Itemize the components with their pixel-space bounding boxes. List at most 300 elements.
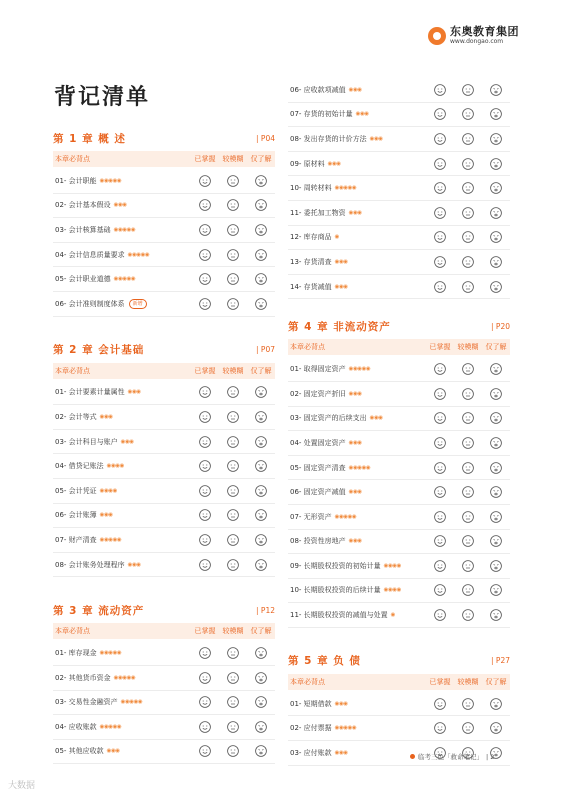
- item-label: 05- 会计职业道德: [55, 275, 111, 284]
- item-label: 03- 固定资产的后续支出: [290, 414, 367, 423]
- brand-logo: [428, 26, 519, 46]
- mastered-face-icon[interactable]: [426, 231, 454, 243]
- mastered-face-icon[interactable]: [191, 436, 219, 448]
- familiar-face-icon[interactable]: [482, 207, 510, 219]
- item-label: 07- 无形资产: [290, 512, 332, 521]
- checklist-row: [53, 454, 275, 479]
- item-label: 01- 短期借款: [290, 699, 332, 708]
- mastered-face-icon[interactable]: [426, 462, 454, 474]
- fuzzy-face-icon[interactable]: [454, 609, 482, 621]
- item-label: 02- 应付票据: [290, 724, 332, 733]
- column-header-mastered: 已掌握: [194, 366, 216, 375]
- topic-header: 本章必背点: [290, 677, 325, 686]
- fuzzy-face-icon[interactable]: [454, 486, 482, 498]
- checklist-row: [288, 78, 510, 103]
- familiar-face-icon[interactable]: [482, 535, 510, 547]
- importance-bells-icon: ◉◉◉: [127, 561, 141, 568]
- column-header-familiar: 仅了解: [485, 677, 507, 686]
- importance-bells-icon: ◉◉◉◉◉: [348, 464, 371, 471]
- column-header-fuzzy: 较模糊: [457, 343, 479, 352]
- table-header: [53, 623, 275, 639]
- importance-bells-icon: ◉◉◉◉◉: [334, 725, 357, 732]
- fuzzy-face-icon[interactable]: [219, 721, 247, 733]
- checklist-row: [288, 201, 510, 226]
- familiar-face-icon[interactable]: [482, 584, 510, 596]
- importance-bells-icon: ◉◉◉◉◉: [334, 185, 357, 192]
- item-label: 05- 固定资产清查: [290, 463, 346, 472]
- fuzzy-face-icon[interactable]: [219, 485, 247, 497]
- column-header-familiar: 仅了解: [485, 343, 507, 352]
- checklist-row: [288, 152, 510, 177]
- mastered-face-icon[interactable]: [191, 224, 219, 236]
- familiar-face-icon[interactable]: [247, 721, 275, 733]
- importance-bells-icon: ◉◉◉: [334, 700, 348, 707]
- mastered-face-icon[interactable]: [426, 158, 454, 170]
- item-label: 02- 其他货币资金: [55, 673, 111, 682]
- checklist-row: [53, 243, 275, 268]
- fuzzy-face-icon[interactable]: [219, 509, 247, 521]
- familiar-face-icon[interactable]: [482, 231, 510, 243]
- familiar-face-icon[interactable]: [482, 108, 510, 120]
- item-label: 06- 应收款项减值: [290, 85, 346, 94]
- mastered-face-icon[interactable]: [426, 535, 454, 547]
- mastered-face-icon[interactable]: [426, 412, 454, 424]
- familiar-face-icon[interactable]: [247, 460, 275, 472]
- chapter-title: 第 5 章 负 债: [288, 655, 361, 668]
- importance-bells-icon: ◉◉◉◉◉: [99, 536, 122, 543]
- page-footer: [410, 752, 494, 761]
- familiar-face-icon[interactable]: [482, 412, 510, 424]
- checklist-row: [53, 267, 275, 292]
- brand-mark-icon: [428, 27, 446, 45]
- mastered-face-icon[interactable]: [426, 722, 454, 734]
- mastered-face-icon[interactable]: [191, 485, 219, 497]
- mastered-face-icon[interactable]: [426, 388, 454, 400]
- familiar-face-icon[interactable]: [482, 560, 510, 572]
- column-header-mastered: 已掌握: [194, 627, 216, 636]
- importance-bells-icon: ◉◉◉: [127, 389, 141, 396]
- mastered-face-icon[interactable]: [426, 437, 454, 449]
- checklist-row: [53, 292, 275, 317]
- mastered-face-icon[interactable]: [191, 534, 219, 546]
- fuzzy-face-icon[interactable]: [454, 207, 482, 219]
- checklist-row: [288, 431, 510, 456]
- item-label: 09- 原材料: [290, 159, 325, 168]
- fuzzy-face-icon[interactable]: [219, 411, 247, 423]
- fuzzy-face-icon[interactable]: [454, 722, 482, 734]
- familiar-face-icon[interactable]: [482, 388, 510, 400]
- item-label: 08- 投资性房地产: [290, 537, 346, 546]
- mastered-face-icon[interactable]: [191, 298, 219, 310]
- importance-bells-icon: ◉◉◉◉: [99, 487, 117, 494]
- chapter-page-ref: | P12: [256, 605, 275, 615]
- fuzzy-face-icon[interactable]: [454, 84, 482, 96]
- chapter-heading: [53, 337, 275, 363]
- familiar-face-icon[interactable]: [247, 534, 275, 546]
- item-label: 02- 会计等式: [55, 412, 97, 421]
- column-header-familiar: 仅了解: [250, 366, 272, 375]
- checklist-row: [53, 169, 275, 194]
- column-header-fuzzy: 较模糊: [457, 677, 479, 686]
- topic-header: 本章必背点: [290, 343, 325, 352]
- checklist-row: [53, 430, 275, 455]
- footer-page-number: | 2: [486, 752, 495, 761]
- fuzzy-face-icon[interactable]: [454, 511, 482, 523]
- chapter-title: 第 4 章 非流动资产: [288, 320, 391, 333]
- chapter-page-ref: | P04: [256, 133, 275, 143]
- importance-bells-icon: ◉◉◉: [369, 415, 383, 422]
- chapter-heading: [53, 597, 275, 623]
- mastered-face-icon[interactable]: [426, 207, 454, 219]
- column-header-fuzzy: 较模糊: [222, 366, 244, 375]
- checklist-row: [288, 692, 510, 717]
- item-label: 04- 应收账款: [55, 722, 97, 731]
- mastered-face-icon[interactable]: [191, 175, 219, 187]
- item-label: 14- 存货减值: [290, 282, 332, 291]
- chapter-section: [53, 125, 275, 317]
- mastered-face-icon[interactable]: [426, 84, 454, 96]
- mastered-face-icon[interactable]: [426, 363, 454, 375]
- mastered-face-icon[interactable]: [191, 249, 219, 261]
- importance-bells-icon: ◉◉◉: [113, 202, 127, 209]
- importance-bells-icon: ◉◉◉: [348, 489, 362, 496]
- fuzzy-face-icon[interactable]: [219, 273, 247, 285]
- checklist-row: [288, 603, 510, 628]
- fuzzy-face-icon[interactable]: [219, 224, 247, 236]
- familiar-face-icon[interactable]: [247, 696, 275, 708]
- checklist-row: [288, 456, 510, 481]
- topic-header: 本章必背点: [55, 155, 90, 163]
- fuzzy-face-icon[interactable]: [454, 363, 482, 375]
- column-header-mastered: 已掌握: [429, 343, 451, 352]
- familiar-face-icon[interactable]: [247, 745, 275, 757]
- mastered-face-icon[interactable]: [191, 745, 219, 757]
- fuzzy-face-icon[interactable]: [454, 437, 482, 449]
- item-label: 10- 长期股权投资的后续计量: [290, 586, 381, 595]
- mastered-face-icon[interactable]: [191, 386, 219, 398]
- table-header: [288, 339, 510, 355]
- familiar-face-icon[interactable]: [247, 224, 275, 236]
- chapter-heading: [288, 313, 510, 339]
- corner-watermark: 大数据: [8, 781, 36, 791]
- checklist-row: [53, 504, 275, 529]
- item-label: 03- 应付账款: [290, 748, 332, 757]
- familiar-face-icon[interactable]: [247, 559, 275, 571]
- fuzzy-face-icon[interactable]: [219, 298, 247, 310]
- page-title: 背记清单: [54, 85, 151, 110]
- familiar-face-icon[interactable]: [482, 609, 510, 621]
- checklist-row: [288, 480, 510, 505]
- fuzzy-face-icon[interactable]: [454, 535, 482, 547]
- item-label: 05- 会计凭证: [55, 486, 97, 495]
- chapter-title: 第 1 章 概 述: [53, 132, 126, 145]
- familiar-face-icon[interactable]: [247, 436, 275, 448]
- item-label: 04- 借贷记账法: [55, 462, 104, 471]
- column-header-fuzzy: 较模糊: [222, 155, 244, 163]
- footer-text: 临考三色「救命笔记」: [418, 753, 483, 761]
- familiar-face-icon[interactable]: [247, 485, 275, 497]
- mastered-face-icon[interactable]: [191, 721, 219, 733]
- mastered-face-icon[interactable]: [426, 182, 454, 194]
- checklist-row: [53, 528, 275, 553]
- mastered-face-icon[interactable]: [191, 199, 219, 211]
- familiar-face-icon[interactable]: [482, 363, 510, 375]
- mastered-face-icon[interactable]: [191, 509, 219, 521]
- fuzzy-face-icon[interactable]: [219, 647, 247, 659]
- left-column: [53, 125, 275, 764]
- checklist-row: [288, 554, 510, 579]
- item-label: 09- 长期股权投资的初始计量: [290, 561, 381, 570]
- familiar-face-icon[interactable]: [482, 698, 510, 710]
- fuzzy-face-icon[interactable]: [219, 460, 247, 472]
- importance-bells-icon: ◉◉◉: [348, 538, 362, 545]
- column-header-familiar: 仅了解: [250, 155, 272, 163]
- importance-bells-icon: ◉◉◉◉◉: [113, 226, 136, 233]
- mastered-face-icon[interactable]: [426, 281, 454, 293]
- checklist-row: [288, 275, 510, 300]
- checklist-row: [288, 127, 510, 152]
- mastered-face-icon[interactable]: [191, 647, 219, 659]
- importance-bells-icon: ◉◉◉: [355, 111, 369, 118]
- fuzzy-face-icon[interactable]: [219, 175, 247, 187]
- mastered-face-icon[interactable]: [191, 411, 219, 423]
- checklist-row: [288, 407, 510, 432]
- familiar-face-icon[interactable]: [482, 511, 510, 523]
- item-label: 06- 会计准则制度体系: [55, 299, 125, 308]
- importance-bells-icon: ◉◉◉◉◉: [99, 723, 122, 730]
- importance-bells-icon: ◉◉◉◉: [383, 587, 401, 594]
- item-label: 03- 交易性金融资产: [55, 698, 118, 707]
- brand-name: 东奥教育集团: [450, 25, 519, 38]
- importance-bells-icon: ◉◉◉◉◉: [127, 251, 150, 258]
- chapter-section: [53, 597, 275, 764]
- column-header-familiar: 仅了解: [250, 627, 272, 636]
- checklist-row: [288, 226, 510, 251]
- fuzzy-face-icon[interactable]: [219, 559, 247, 571]
- fuzzy-face-icon[interactable]: [454, 133, 482, 145]
- mastered-face-icon[interactable]: [426, 486, 454, 498]
- item-label: 11- 委托加工物资: [290, 208, 346, 217]
- importance-bells-icon: ◉◉◉◉◉: [348, 366, 371, 373]
- item-label: 11- 长期股权投资的减值与处置: [290, 611, 388, 620]
- chapter-heading: [53, 125, 275, 151]
- item-label: 02- 固定资产折旧: [290, 389, 346, 398]
- importance-bells-icon: ◉◉◉: [120, 438, 134, 445]
- checklist-row: [53, 715, 275, 740]
- importance-bells-icon: ◉◉◉◉◉: [113, 674, 136, 681]
- fuzzy-face-icon[interactable]: [219, 745, 247, 757]
- importance-bells-icon: ◉◉◉: [99, 512, 113, 519]
- mastered-face-icon[interactable]: [426, 511, 454, 523]
- importance-bells-icon: ◉◉◉: [334, 258, 348, 265]
- chapter-page-ref: | P07: [256, 345, 275, 355]
- checklist-row: [288, 505, 510, 530]
- familiar-face-icon[interactable]: [482, 462, 510, 474]
- familiar-face-icon[interactable]: [482, 84, 510, 96]
- topic-header: 本章必背点: [55, 627, 90, 636]
- mastered-face-icon[interactable]: [426, 108, 454, 120]
- chapter-title: 第 2 章 会计基础: [53, 344, 145, 357]
- familiar-face-icon[interactable]: [247, 175, 275, 187]
- table-header: [53, 363, 275, 379]
- checklist-row: [53, 194, 275, 219]
- importance-bells-icon: ◉◉◉: [369, 135, 383, 142]
- item-label: 05- 其他应收款: [55, 747, 104, 756]
- familiar-face-icon[interactable]: [247, 249, 275, 261]
- item-label: 03- 会计科目与账户: [55, 437, 118, 446]
- fuzzy-face-icon[interactable]: [454, 388, 482, 400]
- fuzzy-face-icon[interactable]: [454, 231, 482, 243]
- fuzzy-face-icon[interactable]: [219, 672, 247, 684]
- item-label: 01- 会计职能: [55, 176, 97, 185]
- mastered-face-icon[interactable]: [426, 584, 454, 596]
- fuzzy-face-icon[interactable]: [454, 698, 482, 710]
- mastered-face-icon[interactable]: [191, 696, 219, 708]
- item-label: 02- 会计基本假设: [55, 201, 111, 210]
- checklist-row: [53, 218, 275, 243]
- fuzzy-face-icon[interactable]: [454, 158, 482, 170]
- item-label: 03- 会计核算基础: [55, 225, 111, 234]
- mastered-face-icon[interactable]: [426, 560, 454, 572]
- checklist-row: [53, 553, 275, 578]
- checklist-row: [53, 740, 275, 765]
- checklist-row: [53, 666, 275, 691]
- item-label: 01- 取得固定资产: [290, 365, 346, 374]
- chapter-title: 第 3 章 流动资产: [53, 604, 145, 617]
- familiar-face-icon[interactable]: [247, 273, 275, 285]
- checklist-row: [288, 250, 510, 275]
- footer-dot-icon: [410, 754, 415, 759]
- mastered-face-icon[interactable]: [191, 273, 219, 285]
- fuzzy-face-icon[interactable]: [219, 386, 247, 398]
- familiar-face-icon[interactable]: [482, 281, 510, 293]
- fuzzy-face-icon[interactable]: [219, 534, 247, 546]
- column-header-mastered: 已掌握: [194, 155, 216, 163]
- checklist-row: [288, 357, 510, 382]
- fuzzy-face-icon[interactable]: [219, 199, 247, 211]
- mastered-face-icon[interactable]: [191, 672, 219, 684]
- importance-bells-icon: ◉◉◉◉◉: [120, 699, 143, 706]
- importance-bells-icon: ◉◉◉◉: [383, 562, 401, 569]
- checklist-row: [53, 641, 275, 666]
- mastered-face-icon[interactable]: [191, 559, 219, 571]
- chapter-section: [288, 648, 510, 766]
- fuzzy-face-icon[interactable]: [454, 256, 482, 268]
- chapter-heading: [288, 648, 510, 674]
- fuzzy-face-icon[interactable]: [454, 108, 482, 120]
- item-label: 13- 存货清查: [290, 257, 332, 266]
- familiar-face-icon[interactable]: [247, 672, 275, 684]
- importance-bells-icon: ◉◉◉◉◉: [334, 513, 357, 520]
- mastered-face-icon[interactable]: [426, 256, 454, 268]
- new-badge: 新增: [129, 299, 147, 309]
- fuzzy-face-icon[interactable]: [219, 249, 247, 261]
- familiar-face-icon[interactable]: [482, 256, 510, 268]
- chapter-section: [288, 78, 510, 299]
- fuzzy-face-icon[interactable]: [219, 436, 247, 448]
- fuzzy-face-icon[interactable]: [454, 584, 482, 596]
- checklist-row: [53, 381, 275, 406]
- fuzzy-face-icon[interactable]: [454, 560, 482, 572]
- column-header-mastered: 已掌握: [429, 677, 451, 686]
- item-label: 12- 库存商品: [290, 233, 332, 242]
- mastered-face-icon[interactable]: [426, 609, 454, 621]
- importance-bells-icon: ◉◉◉: [99, 413, 113, 420]
- familiar-face-icon[interactable]: [482, 133, 510, 145]
- item-label: 01- 会计要素计量属性: [55, 388, 125, 397]
- item-label: 04- 会计信息质量要求: [55, 250, 125, 259]
- familiar-face-icon[interactable]: [482, 437, 510, 449]
- importance-bells-icon: ◉◉◉: [334, 283, 348, 290]
- familiar-face-icon[interactable]: [482, 182, 510, 194]
- importance-bells-icon: ◉◉◉: [348, 86, 362, 93]
- chapter-page-ref: | P27: [491, 656, 510, 666]
- familiar-face-icon[interactable]: [247, 386, 275, 398]
- item-label: 06- 固定资产减值: [290, 488, 346, 497]
- checklist-row: [53, 691, 275, 716]
- importance-bells-icon: ◉◉◉◉◉: [99, 177, 122, 184]
- fuzzy-face-icon[interactable]: [454, 182, 482, 194]
- table-header: [288, 674, 510, 690]
- fuzzy-face-icon[interactable]: [454, 462, 482, 474]
- item-label: 01- 库存现金: [55, 649, 97, 658]
- fuzzy-face-icon[interactable]: [219, 696, 247, 708]
- checklist-row: [288, 530, 510, 555]
- familiar-face-icon[interactable]: [247, 411, 275, 423]
- familiar-face-icon[interactable]: [482, 722, 510, 734]
- familiar-face-icon[interactable]: [482, 486, 510, 498]
- mastered-face-icon[interactable]: [426, 698, 454, 710]
- familiar-face-icon[interactable]: [247, 298, 275, 310]
- importance-bells-icon: ◉◉◉: [348, 390, 362, 397]
- mastered-face-icon[interactable]: [191, 460, 219, 472]
- item-label: 08- 会计账务处理程序: [55, 560, 125, 569]
- familiar-face-icon[interactable]: [247, 199, 275, 211]
- item-label: 07- 财产清查: [55, 535, 97, 544]
- item-label: 04- 处置固定资产: [290, 438, 346, 447]
- importance-bells-icon: ◉◉◉: [327, 160, 341, 167]
- importance-bells-icon: ◉◉◉: [348, 439, 362, 446]
- importance-bells-icon: ◉◉◉: [106, 748, 120, 755]
- fuzzy-face-icon[interactable]: [454, 281, 482, 293]
- column-header-fuzzy: 较模糊: [222, 627, 244, 636]
- familiar-face-icon[interactable]: [482, 158, 510, 170]
- checklist-row: [53, 479, 275, 504]
- chapter-page-ref: | P20: [491, 321, 510, 331]
- checklist-row: [53, 405, 275, 430]
- familiar-face-icon[interactable]: [247, 647, 275, 659]
- mastered-face-icon[interactable]: [426, 133, 454, 145]
- checklist-row: [288, 579, 510, 604]
- item-label: 06- 会计账簿: [55, 511, 97, 520]
- checklist-row: [288, 716, 510, 741]
- checklist-row: [288, 103, 510, 128]
- importance-bells-icon: ◉◉◉◉: [106, 463, 124, 470]
- table-header: [53, 151, 275, 167]
- importance-bells-icon: ◉◉◉◉◉: [99, 650, 122, 657]
- chapter-section: [53, 337, 275, 578]
- familiar-face-icon[interactable]: [247, 509, 275, 521]
- fuzzy-face-icon[interactable]: [454, 412, 482, 424]
- importance-bells-icon: ◉◉◉: [334, 749, 348, 756]
- importance-bells-icon: ◉: [334, 234, 339, 241]
- importance-bells-icon: ◉◉◉◉◉: [113, 276, 136, 283]
- importance-bells-icon: ◉◉◉: [348, 209, 362, 216]
- brand-url: www.dongao.com: [450, 38, 504, 45]
- item-label: 07- 存货的初始计量: [290, 110, 353, 119]
- chapter-section: [288, 313, 510, 628]
- importance-bells-icon: ◉: [390, 612, 395, 619]
